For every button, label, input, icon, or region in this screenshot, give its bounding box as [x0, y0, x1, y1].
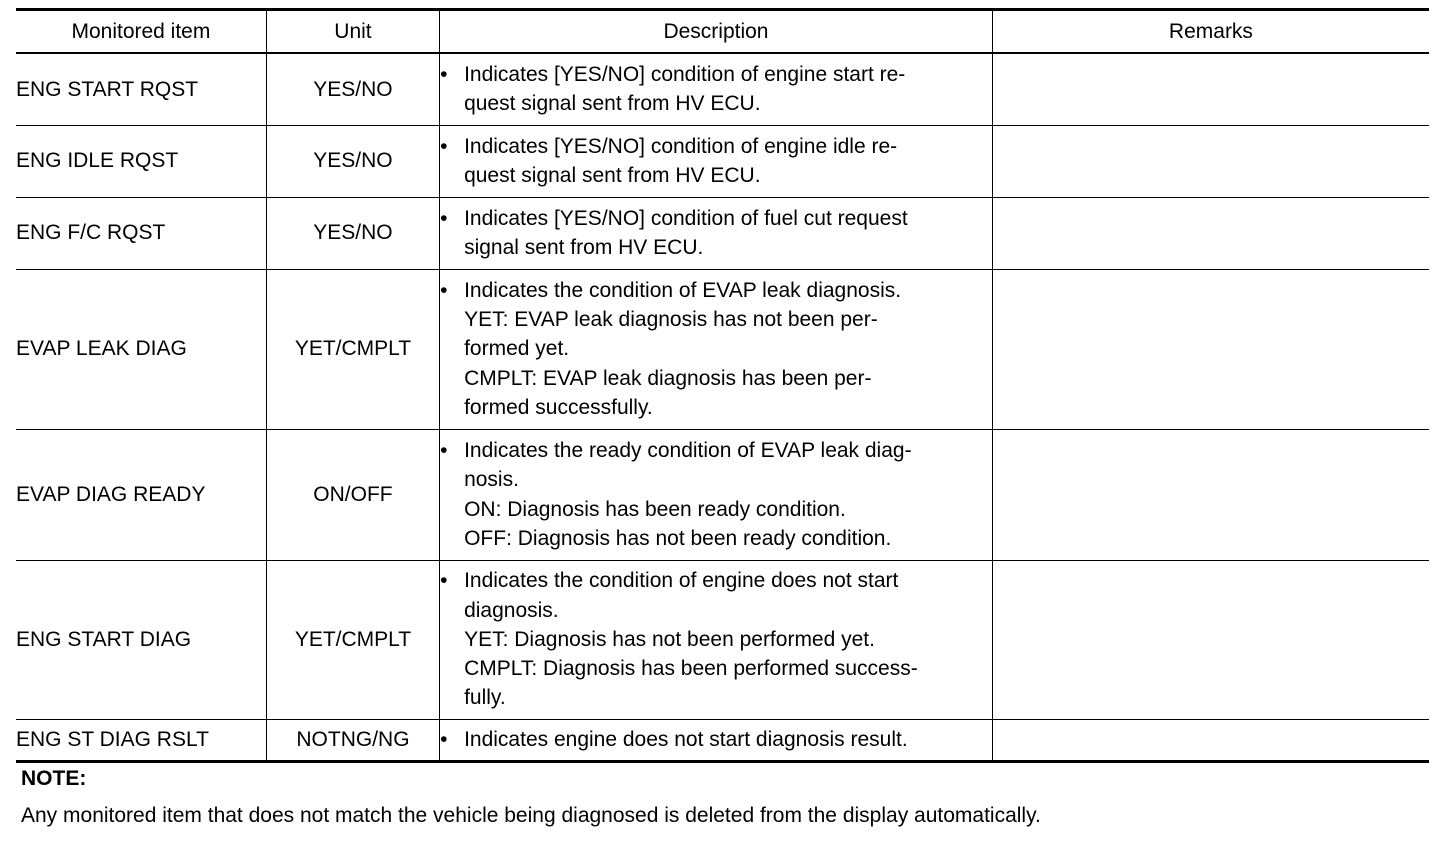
description-line: diagnosis.	[464, 598, 559, 622]
description-line: Indicates [YES/NO] condition of engine idle re-	[464, 134, 898, 158]
description-cell	[440, 197, 993, 269]
header-unit: Unit	[266, 10, 439, 54]
monitored-item-cell: ENG ST DIAG RSLT	[16, 719, 266, 761]
description-line: Indicates [YES/NO] condition of engine start re-	[464, 63, 906, 87]
table-row	[16, 269, 1429, 429]
description-cell	[440, 719, 993, 761]
description-line: signal sent from HV ECU.	[464, 236, 704, 259]
unit-cell: ON/OFF	[266, 429, 439, 560]
bullet-icon: •	[440, 727, 448, 751]
remarks-cell	[992, 53, 1429, 125]
description-line: OFF: Diagnosis has not been ready condition.	[464, 526, 892, 550]
remarks-cell	[992, 269, 1429, 429]
description-line: fully.	[464, 686, 506, 710]
description-line: Indicates engine does not start diagnosis result.	[464, 727, 908, 751]
description-line: ON: Diagnosis has been ready condition.	[464, 497, 846, 521]
header-monitored-item: Monitored item	[16, 10, 266, 54]
table-row	[16, 429, 1429, 560]
header-remarks: Remarks	[992, 10, 1429, 54]
description-line: quest signal sent from HV ECU.	[464, 164, 761, 187]
description-line: formed yet.	[464, 337, 570, 361]
monitor-item-table	[16, 8, 1429, 763]
description-line: nosis.	[464, 468, 519, 492]
table-row	[16, 197, 1429, 269]
bullet-icon: •	[440, 206, 448, 230]
remarks-cell	[992, 197, 1429, 269]
monitored-item-cell: EVAP LEAK DIAG	[16, 269, 266, 429]
note-text: Any monitored item that does not match the vehicle being diagnosed is deleted from the display automatically.	[21, 804, 1041, 827]
description-line: quest signal sent from HV ECU.	[464, 92, 761, 116]
monitored-item-cell: ENG F/C RQST	[16, 197, 266, 269]
table-row	[16, 719, 1429, 761]
remarks-cell	[992, 719, 1429, 761]
unit-cell: YET/CMPLT	[266, 560, 439, 719]
remarks-cell	[992, 560, 1429, 719]
description-line: YET: Diagnosis has not been performed yet.	[464, 627, 875, 651]
description-line: Indicates the condition of EVAP leak diagnosis.	[464, 278, 902, 302]
bullet-icon: •	[440, 63, 448, 87]
description-line: Indicates [YES/NO] condition of fuel cut request	[464, 206, 908, 230]
description-cell	[440, 125, 993, 197]
description-line: YET: EVAP leak diagnosis has not been per-	[464, 308, 878, 332]
bullet-icon: •	[440, 439, 448, 463]
remarks-cell	[992, 125, 1429, 197]
unit-cell: YES/NO	[266, 125, 439, 197]
description-line: CMPLT: EVAP leak diagnosis has been per-	[464, 366, 872, 390]
description-line: CMPLT: Diagnosis has been performed success-	[464, 657, 918, 681]
description-cell	[440, 53, 993, 125]
unit-cell: YET/CMPLT	[266, 269, 439, 429]
table-row	[16, 560, 1429, 719]
bullet-icon: •	[440, 278, 448, 302]
remarks-cell	[992, 429, 1429, 560]
unit-cell: YES/NO	[266, 197, 439, 269]
monitored-item-cell: EVAP DIAG READY	[16, 429, 266, 560]
document	[16, 8, 1429, 763]
table-header-row	[16, 10, 1429, 54]
table-row	[16, 53, 1429, 125]
bullet-icon: •	[440, 134, 448, 158]
description-line: Indicates the ready condition of EVAP leak diag-	[464, 439, 912, 463]
description-cell	[440, 429, 993, 560]
bullet-icon: •	[440, 569, 448, 593]
unit-cell: NOTNG/NG	[266, 719, 439, 761]
unit-cell: YES/NO	[266, 53, 439, 125]
table-row	[16, 125, 1429, 197]
description-line: Indicates the condition of engine does not start	[464, 569, 899, 593]
note-title: NOTE:	[21, 767, 87, 790]
monitored-item-cell: ENG IDLE RQST	[16, 125, 266, 197]
monitored-item-cell: ENG START RQST	[16, 53, 266, 125]
header-description: Description	[440, 10, 993, 54]
description-line: formed successfully.	[464, 395, 653, 419]
description-cell	[440, 269, 993, 429]
monitored-item-cell: ENG START DIAG	[16, 560, 266, 719]
description-cell	[440, 560, 993, 719]
